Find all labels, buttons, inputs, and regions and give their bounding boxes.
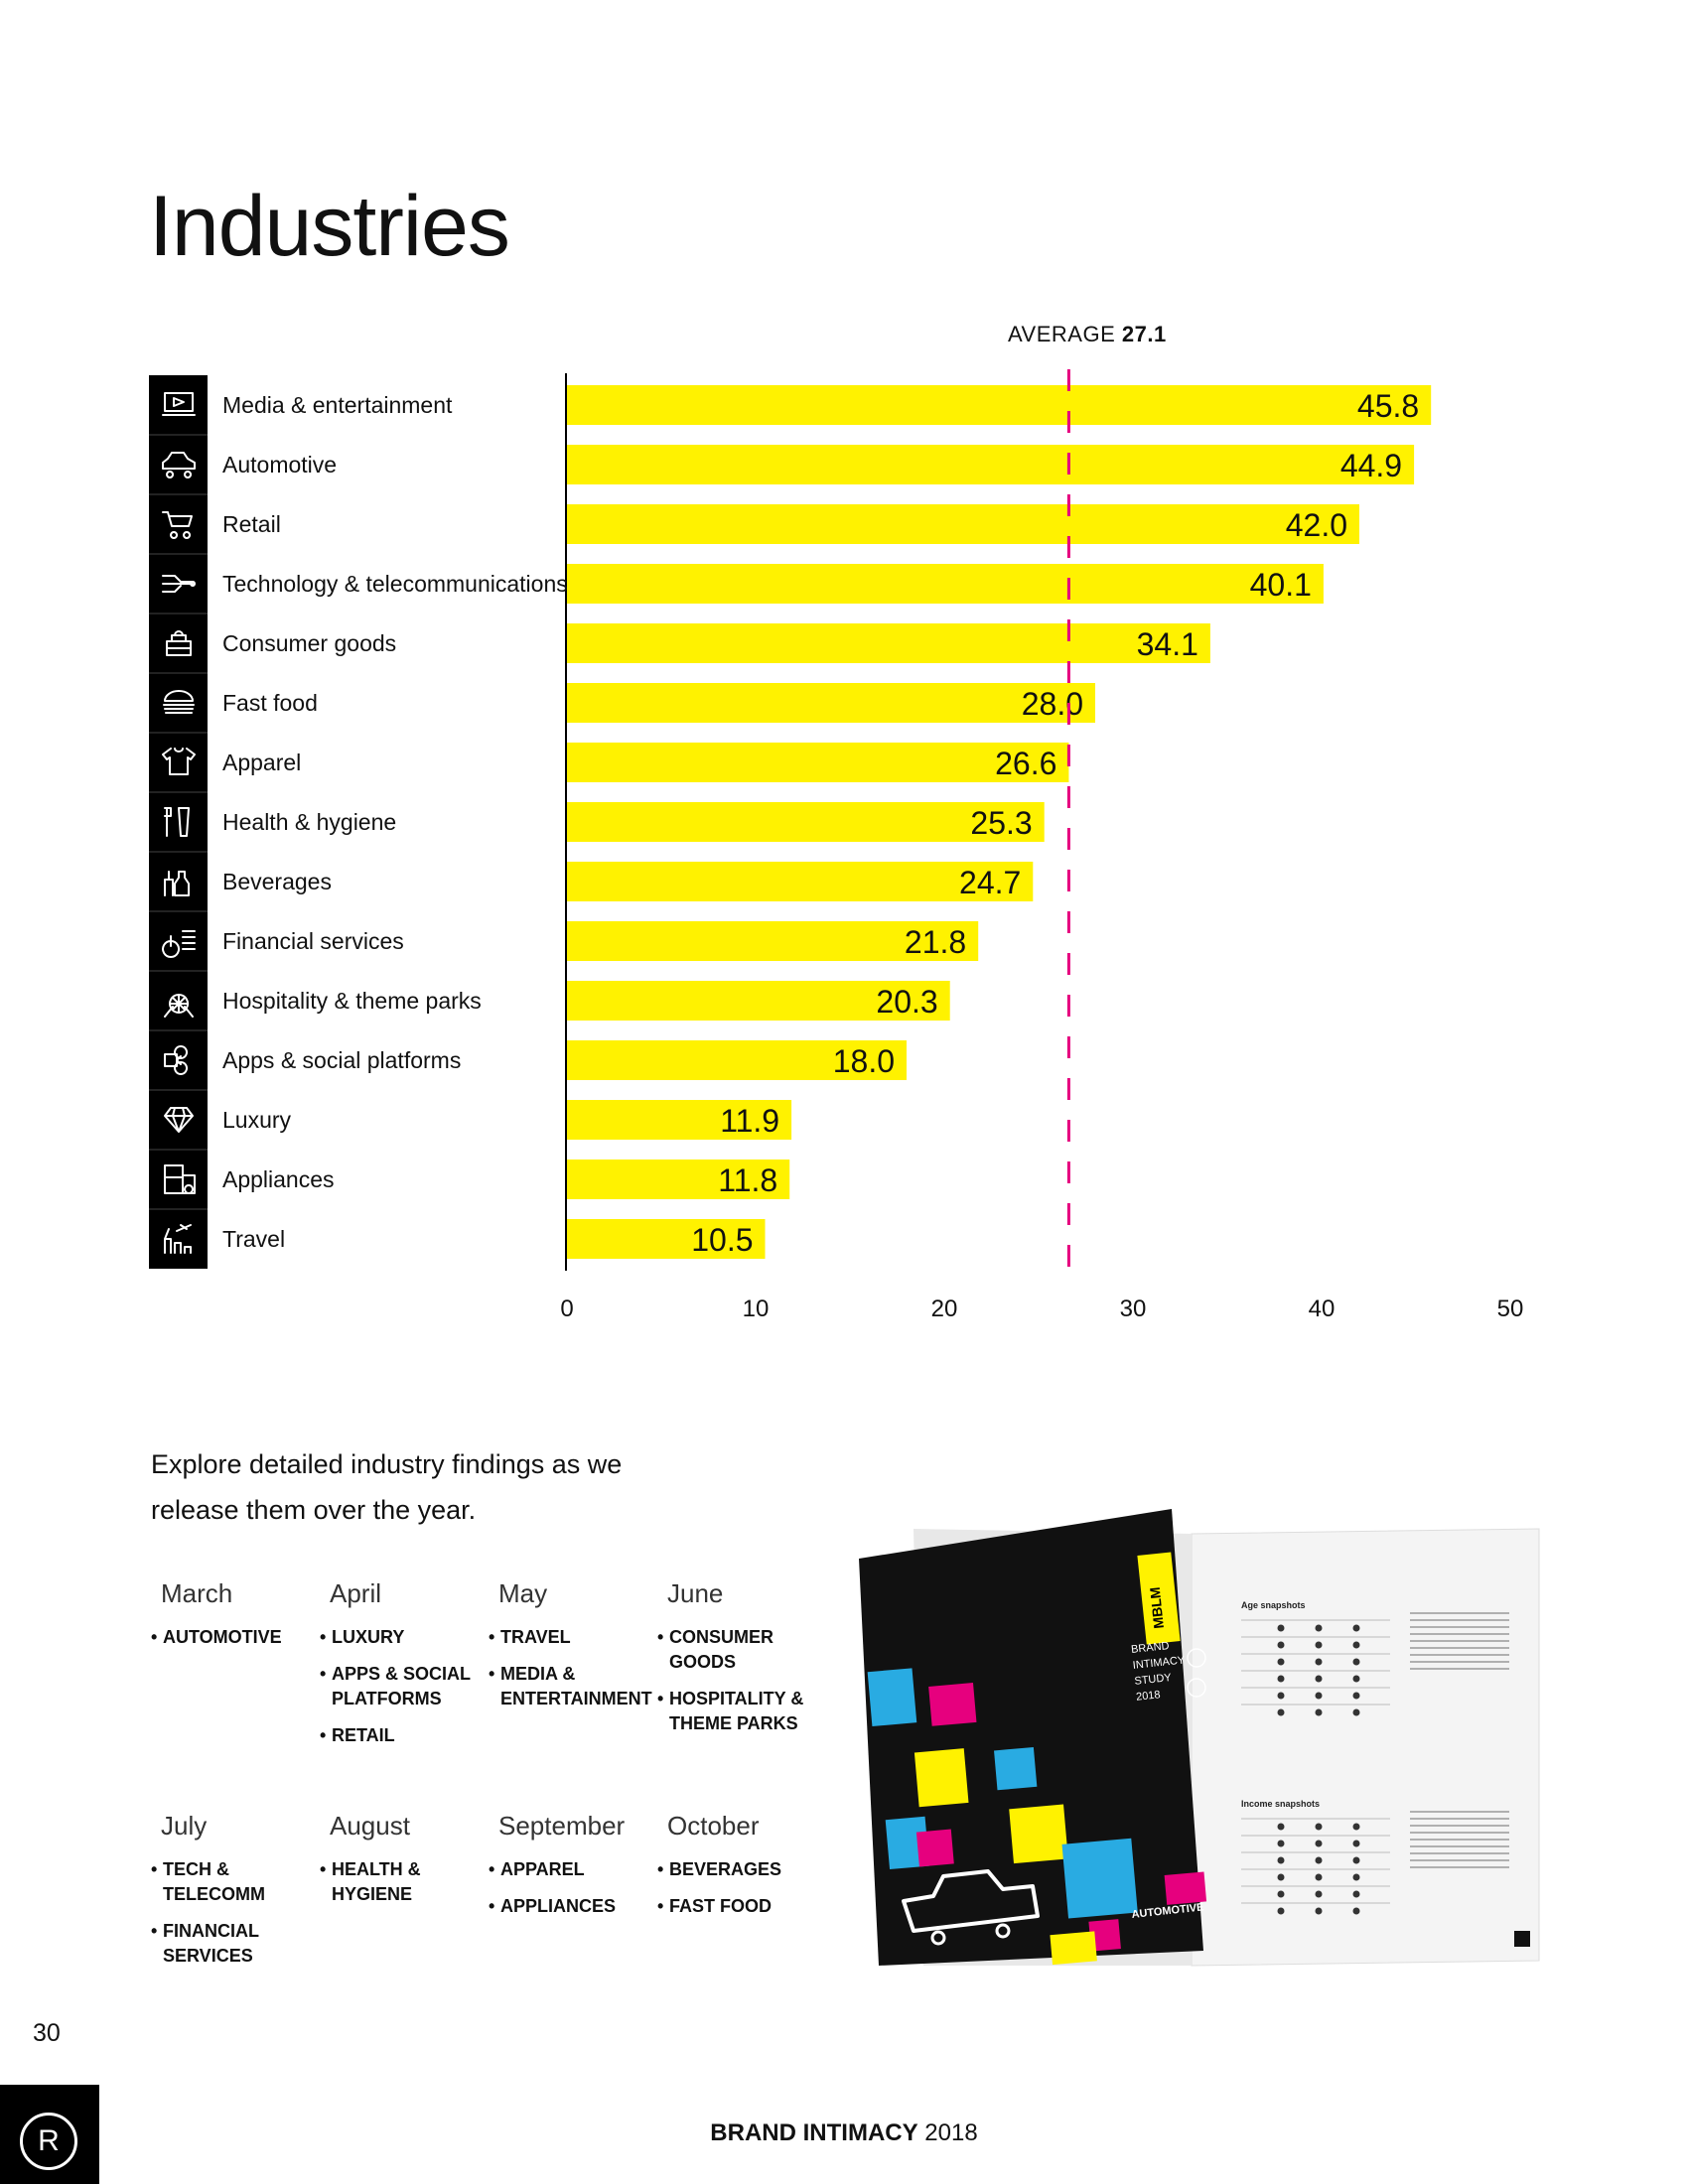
industry-item: • AUTOMOTIVE <box>151 1625 315 1650</box>
brand-logo-dot <box>1316 1625 1323 1632</box>
month-label: June <box>667 1578 724 1608</box>
brand-logo-dot <box>1278 1824 1285 1831</box>
value-label: 11.8 <box>718 1162 778 1198</box>
industry-item: • FAST FOOD <box>657 1894 821 1919</box>
brand-logo-dot <box>1316 1874 1323 1881</box>
spine-label: MBLM <box>1146 1585 1167 1630</box>
value-label: 45.8 <box>1356 388 1420 424</box>
registered-logo-icon: R <box>20 2113 77 2170</box>
month-item-list <box>320 1625 484 1760</box>
brand-logo-dot <box>1278 1693 1285 1700</box>
brand-logo-dot <box>1316 1857 1323 1864</box>
brand-logo-dot <box>1316 1709 1323 1716</box>
category-label: Appliances <box>222 1166 335 1192</box>
brand-logo-dot <box>1278 1891 1285 1898</box>
bar <box>567 623 1210 663</box>
cover-color-block <box>1009 1805 1068 1864</box>
bar <box>567 743 1068 782</box>
brand-logo-dot <box>1278 1908 1285 1915</box>
x-tick-label: 0 <box>560 1296 574 1322</box>
month-label: May <box>498 1578 548 1608</box>
brand-logo-dot <box>1316 1642 1323 1649</box>
cover-color-block <box>1165 1871 1206 1904</box>
explore-text: Explore detailed industry findings as we release them over the year. <box>151 1449 623 1525</box>
cover-title-line: INTIMACY <box>1132 1654 1186 1672</box>
brand-logo-dot <box>1353 1642 1360 1649</box>
right-page <box>1192 1529 1539 1966</box>
cover-color-block <box>994 1747 1037 1790</box>
bar <box>567 445 1414 484</box>
brand-logo-dot <box>1316 1659 1323 1666</box>
category-label: Health & hygiene <box>222 809 397 835</box>
icon-column <box>149 375 208 1269</box>
industry-item: • RETAIL <box>320 1723 484 1748</box>
brand-logo-dot <box>1353 1676 1360 1683</box>
brand-logo-dot <box>1316 1693 1323 1700</box>
value-label: 20.3 <box>876 984 938 1020</box>
value-label: 26.6 <box>995 746 1057 781</box>
month-label: July <box>161 1811 208 1841</box>
footer: BRAND INTIMACY 2018 <box>710 2119 978 2146</box>
x-tick-label: 20 <box>930 1296 958 1322</box>
brand-logo-dot <box>1278 1874 1285 1881</box>
industry-item: • TRAVEL <box>489 1625 652 1650</box>
category-label: Media & entertainment <box>222 392 453 418</box>
category-label: Consumer goods <box>222 630 397 656</box>
month-label: September <box>498 1811 626 1841</box>
month-label: March <box>161 1578 233 1608</box>
brand-logo-dot <box>1353 1857 1360 1864</box>
brand-logo-dot <box>1316 1676 1323 1683</box>
month-item-list <box>320 1857 484 1919</box>
bar <box>567 385 1431 425</box>
cover-category: AUTOMOTIVE <box>1131 1901 1205 1921</box>
value-label: 10.5 <box>691 1222 754 1258</box>
category-label: Luxury <box>222 1107 292 1133</box>
brand-logo-dot <box>1278 1625 1285 1632</box>
category-label: Financial services <box>222 928 404 954</box>
industry-item: • TECH & TELECOMM <box>151 1857 315 1907</box>
month-item-list <box>151 1625 315 1662</box>
value-label: 34.1 <box>1136 626 1198 662</box>
brand-logo-dot <box>1316 1891 1323 1898</box>
industry-item: • CONSUMER GOODS <box>657 1625 821 1675</box>
industry-item: • BEVERAGES <box>657 1857 821 1882</box>
month-item-list <box>657 1857 821 1931</box>
bar <box>567 683 1095 723</box>
cover-title-line: BRAND <box>1130 1640 1171 1657</box>
brand-logo-dot <box>1353 1891 1360 1898</box>
cover-title-line: STUDY <box>1133 1672 1173 1688</box>
value-label: 28.0 <box>1021 686 1083 722</box>
brand-logo-dot <box>1353 1908 1360 1915</box>
industry-item: • APPS & SOCIAL PLATFORMS <box>320 1662 484 1711</box>
industry-item: • MEDIA & ENTERTAINMENT <box>489 1662 652 1711</box>
category-label: Hospitality & theme parks <box>222 988 482 1014</box>
value-label: 25.3 <box>970 805 1033 841</box>
month-label: August <box>330 1811 410 1841</box>
month-label: April <box>330 1578 382 1608</box>
brand-logo-dot <box>1278 1709 1285 1716</box>
category-label: Retail <box>222 511 281 537</box>
month-item-list <box>151 1857 315 1980</box>
average-label: AVERAGE 27.1 <box>1008 322 1167 346</box>
category-label: Apps & social platforms <box>222 1047 462 1073</box>
month-item-list <box>657 1625 821 1748</box>
brand-logo-dot <box>1316 1824 1323 1831</box>
industry-item: • LUXURY <box>320 1625 484 1650</box>
x-tick-label: 10 <box>742 1296 770 1322</box>
category-label: Automotive <box>222 452 338 478</box>
cover-color-block <box>914 1748 969 1807</box>
x-tick-label: 40 <box>1308 1296 1336 1322</box>
month-label: October <box>667 1811 760 1841</box>
value-label: 24.7 <box>959 865 1022 900</box>
page-heading: Age snapshots <box>1241 1600 1306 1610</box>
x-tick-label: 30 <box>1119 1296 1147 1322</box>
value-label: 40.1 <box>1249 567 1312 603</box>
brand-logo-dot <box>1353 1625 1360 1632</box>
brand-logo-dot <box>1353 1693 1360 1700</box>
bar <box>567 504 1359 544</box>
bar <box>567 564 1324 604</box>
value-label: 11.9 <box>720 1103 780 1139</box>
brand-logo-dot <box>1278 1642 1285 1649</box>
category-label: Technology & telecommunications <box>222 571 568 597</box>
value-label: 44.9 <box>1339 448 1403 483</box>
category-label: Fast food <box>222 690 318 716</box>
brand-logo-dot <box>1278 1857 1285 1864</box>
brand-logo-dot <box>1278 1676 1285 1683</box>
page-number: 30 <box>33 2019 61 2047</box>
cover-color-block <box>868 1668 917 1726</box>
brand-logo-dot <box>1316 1908 1323 1915</box>
industry-item: • HOSPITALITY & THEME PARKS <box>657 1687 821 1736</box>
month-item-list <box>489 1857 652 1931</box>
cover-color-block <box>1062 1839 1138 1919</box>
cover-color-block <box>928 1683 976 1726</box>
page-title: Industries <box>149 179 509 274</box>
brand-logo-dot <box>1278 1841 1285 1847</box>
value-label: 42.0 <box>1285 507 1347 543</box>
month-item-list <box>489 1625 652 1723</box>
category-label: Apparel <box>222 750 302 775</box>
industry-item: • APPAREL <box>489 1857 652 1882</box>
brand-logo-dot <box>1316 1841 1323 1847</box>
cover-color-block <box>1050 1931 1096 1965</box>
report-book-image <box>854 1509 1549 1976</box>
x-tick-label: 50 <box>1496 1296 1524 1322</box>
brand-logo-dot <box>1353 1709 1360 1716</box>
brand-logo-dot <box>1353 1659 1360 1666</box>
industry-item: • FINANCIAL SERVICES <box>151 1919 315 1969</box>
cover-title-line: 2018 <box>1135 1689 1162 1704</box>
brand-logo-dot <box>1353 1841 1360 1847</box>
page-heading: Income snapshots <box>1241 1799 1321 1809</box>
value-label: 21.8 <box>904 924 967 960</box>
brand-logo-dot <box>1353 1874 1360 1881</box>
brand-logo-dot <box>1278 1659 1285 1666</box>
industry-item: • APPLIANCES <box>489 1894 652 1919</box>
industry-item: • HEALTH & HYGIENE <box>320 1857 484 1907</box>
cover-color-block <box>916 1830 954 1867</box>
category-label: Beverages <box>222 869 332 894</box>
page-logo-mark <box>1514 1931 1530 1947</box>
category-label: Travel <box>222 1226 286 1252</box>
value-label: 18.0 <box>832 1043 895 1079</box>
brand-logo-dot <box>1353 1824 1360 1831</box>
